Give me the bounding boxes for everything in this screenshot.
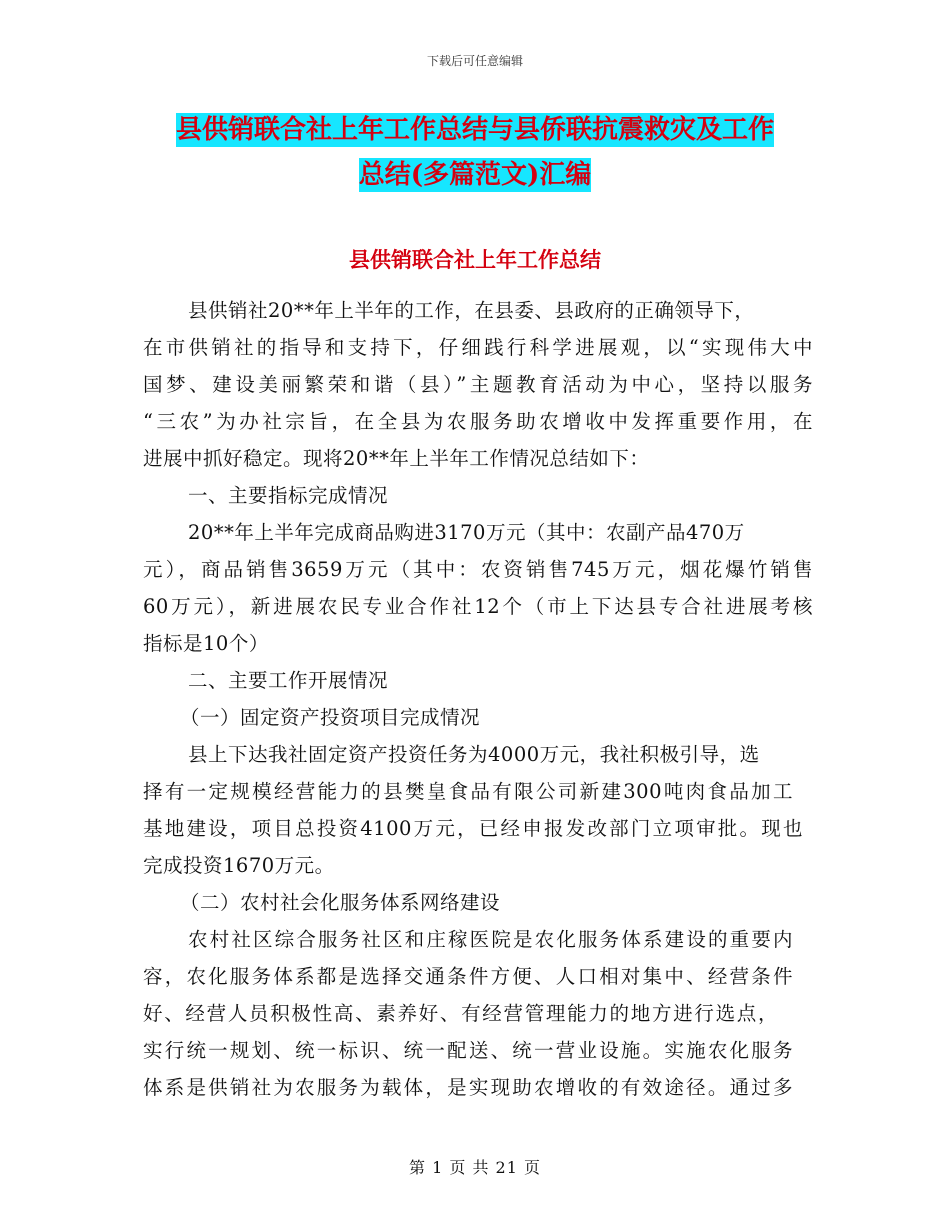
main-title-text-1: 县供销联合社上年工作总结与县侨联抗震救灾及工作: [175, 115, 774, 145]
body-line: 县供销社20**年上半年的工作，在县委、县政府的正确领导下，: [188, 299, 755, 322]
body-line: 县上下达我社固定资产投资任务为4000万元，我社积极引导，选: [188, 743, 760, 766]
subsection-heading: （二）农村社会化服务体系网络建设: [180, 891, 501, 914]
body-line: 体系是供销社为农服务为载体，是实现助农增收的有效途径。通过多: [143, 1076, 793, 1099]
body-line: 20**年上半年完成商品购进3170万元（其中：农副产品470万: [188, 521, 745, 544]
section-heading: 二、主要工作开展情况: [188, 669, 389, 692]
body-line: 60万元），新进展农民专业合作社12个（市上下达县专合社进展考核: [143, 595, 813, 618]
subsection-heading: （一）固定资产投资项目完成情况: [180, 706, 481, 729]
body-line: 农村社区综合服务社区和庄稼医院是农化服务体系建设的重要内: [188, 928, 793, 951]
section-title: 县供销联合社上年工作总结: [349, 247, 601, 272]
body-line: 实行统一规划、统一标识、统一配送、统一营业设施。实施农化服务: [143, 1039, 793, 1062]
header-note: 下载后可任意编辑: [426, 54, 523, 68]
main-title-line-2: [150, 148, 800, 202]
body-line: 完成投资1670万元。: [143, 854, 335, 877]
body-line: “三农”为办社宗旨，在全县为农服务助农增收中发挥重要作用，在: [143, 410, 813, 433]
main-title-text-2: 总结(多篇范文)汇编: [358, 160, 592, 190]
body-line: 基地建设，项目总投资4100万元，已经申报发改部门立项审批。现也: [143, 817, 803, 840]
body-line: 元），商品销售3659万元（其中：农资销售745万元，烟花爆竹销售: [143, 558, 813, 581]
body-line: 国梦、建设美丽繁荣和谐（县）”主题教育活动为中心，坚持以服务: [143, 373, 813, 396]
body-line: 容，农化服务体系都是选择交通条件方便、人口相对集中、经营条件: [143, 965, 793, 988]
body-line: 好、经营人员积极性高、素养好、有经营管理能力的地方进行选点，: [143, 1002, 778, 1025]
body-line: 指标是10个）: [143, 632, 269, 655]
body-line: 进展中抓好稳定。现将20**年上半年工作情况总结如下：: [143, 447, 650, 470]
body-line: 在市供销社的指导和支持下，仔细践行科学进展观，以“实现伟大中: [143, 336, 813, 359]
body-line: 择有一定规模经营能力的县樊皇食品有限公司新建300吨肉食品加工: [143, 780, 793, 803]
page-footer: 第 1 页 共 21 页: [409, 1158, 541, 1177]
section-heading: 一、主要指标完成情况: [188, 484, 389, 507]
